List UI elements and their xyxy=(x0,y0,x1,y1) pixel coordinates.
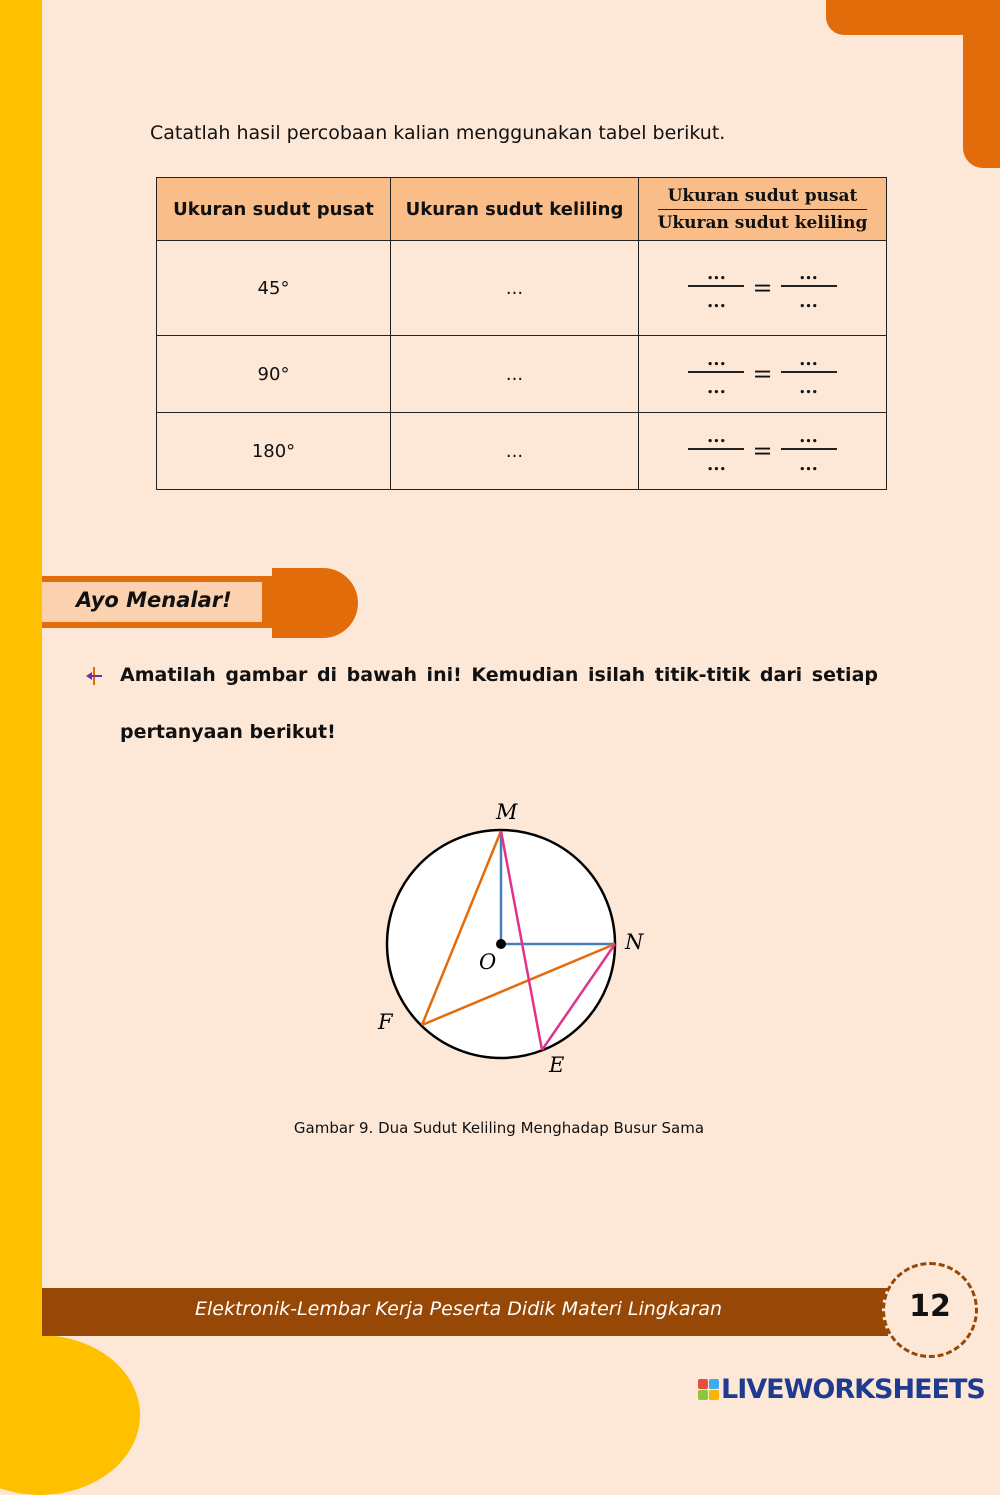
ratio-fraction xyxy=(658,186,868,233)
instruction-line-2: pertanyaan berikut! xyxy=(120,721,336,743)
label-e: E xyxy=(549,1053,565,1077)
inscribed-angle-blank[interactable]: ... xyxy=(391,336,639,413)
fraction-blank[interactable]: ... xyxy=(799,454,818,475)
central-angle-cell: 180° xyxy=(157,413,391,490)
watermark-text: LIVEWORKSHEETS xyxy=(721,1374,985,1405)
fraction-blank[interactable]: ... xyxy=(707,291,726,312)
fraction-left xyxy=(688,426,744,476)
left-stripe-decoration xyxy=(0,0,42,1413)
fraction-equation xyxy=(688,263,836,313)
center-point xyxy=(496,939,506,949)
page-number-badge xyxy=(882,1262,978,1358)
fraction-blank[interactable]: ... xyxy=(799,291,818,312)
section-banner xyxy=(42,566,322,640)
figure-caption xyxy=(0,1119,1000,1137)
liveworksheets-logo-icon xyxy=(698,1379,719,1400)
fraction-blank[interactable]: ... xyxy=(688,263,744,287)
table-row xyxy=(157,241,887,336)
ratio-numerator: Ukuran sudut pusat xyxy=(658,186,868,210)
fraction-blank[interactable]: ... xyxy=(781,263,837,287)
fraction-blank[interactable]: ... xyxy=(707,377,726,398)
fraction-blank[interactable]: ... xyxy=(688,349,744,373)
fraction-equation xyxy=(688,426,836,476)
ratio-denominator: Ukuran sudut keliling xyxy=(657,212,868,233)
header-ratio xyxy=(639,178,887,241)
liveworksheets-watermark xyxy=(698,1374,985,1405)
fraction-blank[interactable]: ... xyxy=(799,377,818,398)
fraction-right xyxy=(781,263,837,313)
intro-text: Catatlah hasil percobaan kalian menggunakan tabel berikut. xyxy=(150,122,726,144)
footer-text: Elektronik-Lembar Kerja Peserta Didik Materi Lingkaran xyxy=(195,1298,723,1320)
fraction-blank[interactable]: ... xyxy=(707,454,726,475)
ratio-cell xyxy=(639,241,887,336)
label-o: O xyxy=(479,950,497,974)
instruction-line-1: Amatilah gambar di bawah ini! Kemudian isilah titik-titik dari setiap xyxy=(120,664,878,686)
fraction-blank[interactable]: ... xyxy=(781,349,837,373)
page-number: 12 xyxy=(909,1289,951,1324)
header-inscribed-angle: Ukuran sudut keliling xyxy=(391,178,639,241)
caption-text: Gambar 9. Dua Sudut Keliling Menghadap Busur Sama xyxy=(293,1119,705,1137)
fraction-equation xyxy=(688,349,836,399)
table-header-row xyxy=(157,178,887,241)
inscribed-angle-blank[interactable]: ... xyxy=(391,241,639,336)
label-n: N xyxy=(625,930,644,954)
central-angle-cell: 45° xyxy=(157,241,391,336)
fraction-right xyxy=(781,349,837,399)
central-angle-cell: 90° xyxy=(157,336,391,413)
circle-figure xyxy=(370,795,650,1085)
fraction-left xyxy=(688,263,744,313)
fraction-left xyxy=(688,349,744,399)
label-f: F xyxy=(378,1010,393,1034)
fraction-blank[interactable]: ... xyxy=(781,426,837,450)
label-m: M xyxy=(496,800,518,824)
ratio-cell xyxy=(639,336,887,413)
equals-sign: = xyxy=(752,274,773,302)
table-row xyxy=(157,413,887,490)
inscribed-angle-blank[interactable]: ... xyxy=(391,413,639,490)
header-central-angle: Ukuran sudut pusat xyxy=(157,178,391,241)
table-row xyxy=(157,336,887,413)
results-table xyxy=(156,177,887,490)
ratio-cell xyxy=(639,413,887,490)
equals-sign: = xyxy=(752,437,773,465)
section-title: Ayo Menalar! xyxy=(76,588,232,612)
bullet-arrow-icon xyxy=(84,666,104,686)
corner-blob-decoration xyxy=(0,1335,140,1495)
top-right-corner-decoration-vertical xyxy=(963,0,1000,168)
fraction-blank[interactable]: ... xyxy=(688,426,744,450)
equals-sign: = xyxy=(752,360,773,388)
fraction-right xyxy=(781,426,837,476)
